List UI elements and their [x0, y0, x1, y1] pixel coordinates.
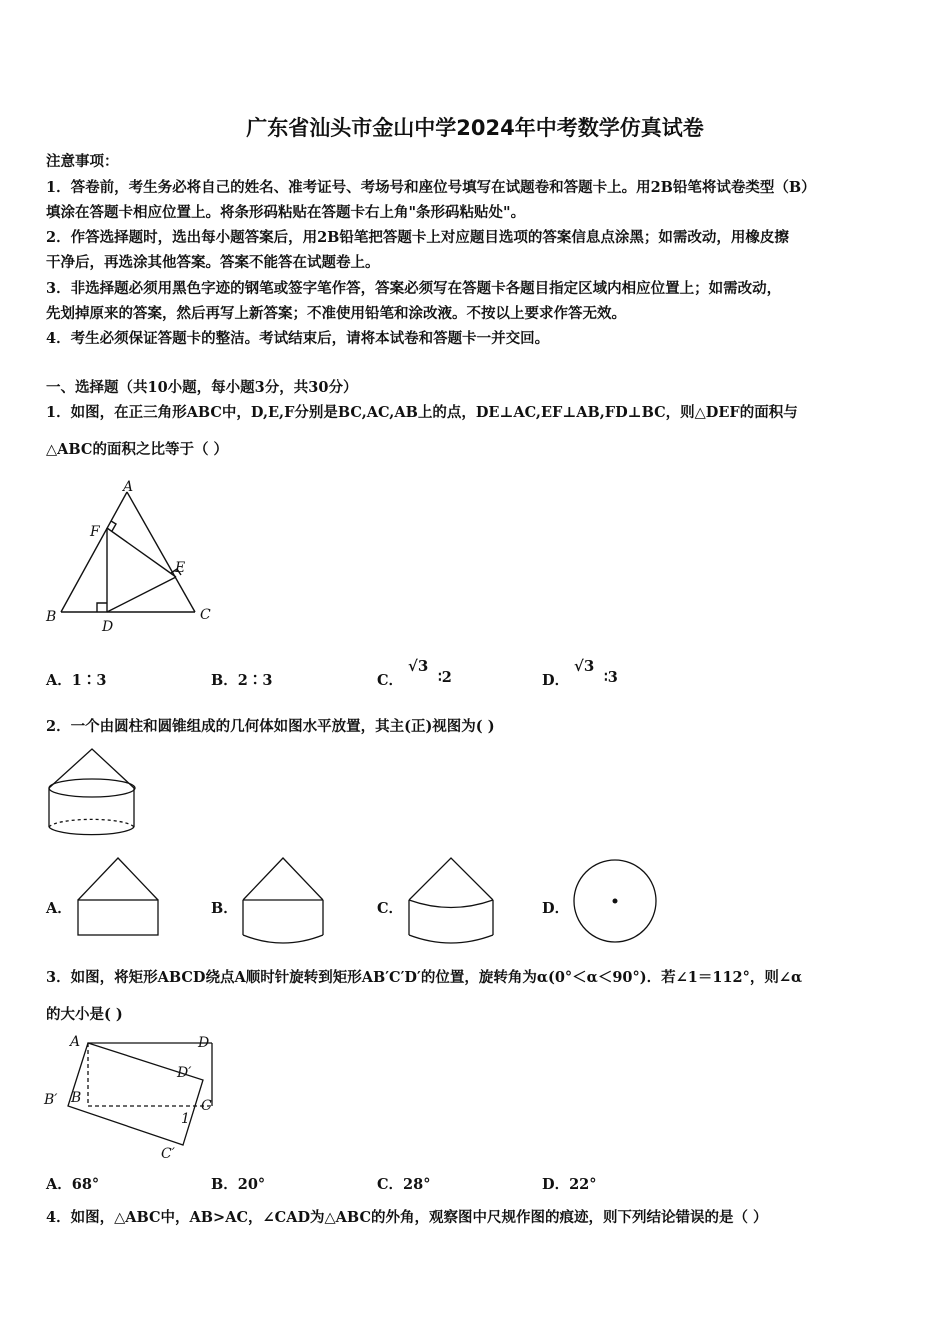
fig-label: D [102, 619, 114, 635]
option-rest: ∶3 [604, 669, 618, 686]
q2-option-a[interactable]: A． [46, 900, 72, 917]
fig-label: C′ [161, 1146, 175, 1162]
q1-text: △ABC的面积之比等于（ ） [46, 441, 229, 458]
q2-option-c-figure [406, 855, 496, 950]
notice-line: 先划掉原来的答案，然后再写上新答案；不准使用铅笔和涂改液。不按以上要求作答无效。 [46, 305, 626, 322]
notice-line: 干净后，再选涂其他答案。答案不能答在试题卷上。 [46, 254, 380, 271]
q3-option-c[interactable]: C．28° [377, 1176, 431, 1193]
q2-option-d-figure [572, 858, 658, 944]
fig-label: 1 [181, 1111, 190, 1127]
notice-line: 2．作答选择题时，选出每小题答案后，用2B铅笔把答题卡上对应题目选项的答案信息点涂黑；如需改动，用橡皮擦 [46, 229, 789, 246]
fig-label: A [70, 1034, 81, 1050]
fig-label: B [46, 609, 57, 625]
fig-label: B′ [44, 1092, 58, 1108]
sqrt-3: √3 [408, 657, 429, 675]
notice-line: 4．考生必须保证答题卡的整洁。考试结束后，请将本试卷和答题卡一并交回。 [46, 330, 550, 347]
fig-label: C [200, 607, 211, 623]
q2-solid-figure [45, 745, 140, 840]
q2-option-b[interactable]: B． [211, 900, 238, 917]
q1-option-c[interactable] [377, 669, 403, 690]
page-title: 广东省汕头市金山中学2024年中考数学仿真试卷 [246, 116, 704, 140]
q3-option-d[interactable]: D．22° [542, 1176, 597, 1193]
q2-text: 2．一个由圆柱和圆锥组成的几何体如图水平放置，其主(正)视图为( ) [46, 718, 495, 735]
q1-option-d[interactable] [542, 669, 569, 690]
option-prefix: C． [377, 672, 404, 689]
q3-rectangle-figure [40, 1030, 230, 1165]
fig-label: A [123, 479, 134, 495]
notice-heading: 注意事项： [46, 153, 119, 170]
option-prefix: D． [542, 672, 570, 689]
q3-option-a[interactable]: A．68° [46, 1176, 100, 1193]
q2-option-b-figure [240, 855, 325, 950]
q3-option-b[interactable]: B．20° [211, 1176, 266, 1193]
q1-option-b[interactable]: B．2∶3 [211, 672, 273, 689]
q1-option-a[interactable]: A．1∶3 [46, 672, 107, 689]
fig-label: C [201, 1098, 212, 1114]
notice-line: 1．答卷前，考生务必将自己的姓名、准考证号、考场号和座位号填写在试题卷和答题卡上。用2B铅笔将试卷类型（B） [46, 179, 816, 196]
notice-line: 填涂在答题卡相应位置上。将条形码粘贴在答题卡右上角"条形码粘贴处"。 [46, 204, 526, 221]
section-heading: 一、选择题（共10小题，每小题3分，共30分） [46, 379, 358, 396]
option-rest: ∶2 [438, 669, 452, 686]
fig-label: F [90, 524, 100, 540]
q3-text: 3．如图，将矩形ABCD绕点A顺时针旋转到矩形AB′C′D′的位置，旋转角为α(0°＜α＜90°)．若∠1＝112°，则∠α [46, 969, 803, 986]
q2-option-a-figure [75, 855, 160, 940]
q4-text: 4．如图，△ABC中，AB>AC，∠CAD为△ABC的外角，观察图中尺规作图的痕迹，则下列结论错误的是（ ） [46, 1209, 768, 1226]
q1-text: 1．如图，在正三角形ABC中，D,E,F分别是BC,AC,AB上的点，DE⊥AC,EF⊥AB,FD⊥BC，则△DEF的面积与 [46, 404, 798, 421]
fig-label: D [198, 1035, 210, 1051]
notice-line: 3．非选择题必须用黑色字迹的钢笔或签字笔作答，答案必须写在答题卡各题目指定区域内相应位置上；如需改动， [46, 280, 782, 297]
q3-text: 的大小是( ) [46, 1006, 123, 1023]
fig-label: B [71, 1090, 82, 1106]
q2-option-c[interactable]: C． [377, 900, 404, 917]
fig-label: E [175, 560, 186, 576]
q2-option-d[interactable]: D． [542, 900, 570, 917]
q1-triangle-figure [40, 478, 230, 638]
sqrt-3: √3 [574, 657, 595, 675]
fig-label: D′ [177, 1065, 192, 1081]
